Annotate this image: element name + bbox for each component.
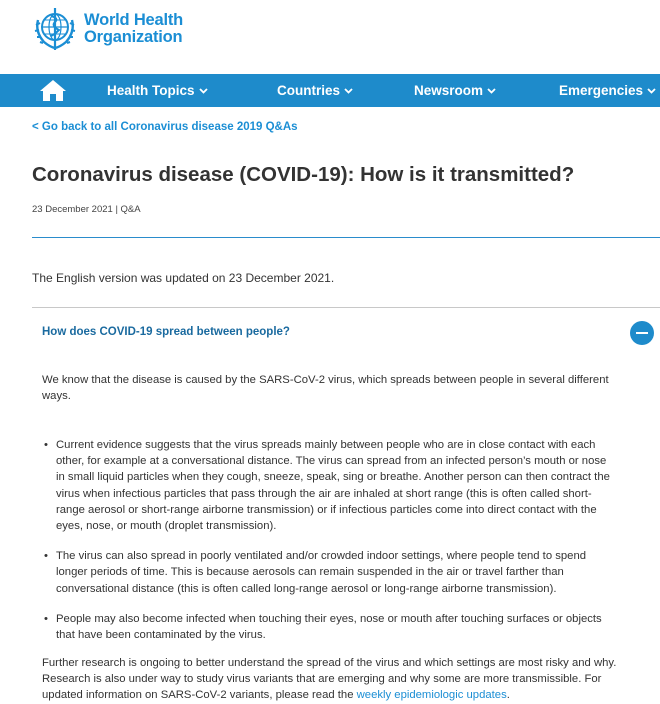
chevron-down-icon (344, 88, 353, 94)
further-research-end: . (506, 689, 510, 702)
further-research-text: Further research is ongoing to better understand the spread of the virus and which settings are most risky and why. Research is also under way to study virus variants that are emerging and why some are more transmissible. For updated information on SARS-CoV-2 variants, please read the (42, 657, 617, 702)
accordion-divider (32, 307, 660, 308)
publish-meta: 23 December 2021 | Q&A (32, 204, 141, 215)
who-wordmark (84, 12, 183, 46)
chevron-down-icon (199, 88, 208, 94)
main-nav (0, 74, 660, 107)
nav-countries[interactable] (277, 74, 353, 107)
nav-emergencies[interactable] (559, 74, 656, 107)
wordmark-line-1: World Health (84, 11, 184, 29)
accordion-question[interactable]: How does COVID-19 spread between people? (42, 326, 290, 338)
answer-intro: We know that the disease is caused by the SARS-CoV-2 virus, which spreads between people in several different ways. (42, 374, 609, 403)
chevron-down-icon (647, 88, 656, 94)
home-icon[interactable] (38, 78, 68, 103)
nav-emergencies-label: Emergencies (559, 83, 644, 98)
nav-health-topics[interactable] (107, 74, 208, 107)
page-title: Coronavirus disease (COVID-19): How is it transmitted? (32, 163, 575, 186)
update-note: The English version was updated on 23 December 2021. (32, 271, 335, 285)
title-divider (32, 237, 660, 238)
list-item: • The virus can also spread in poorly ventilated and/or crowded indoor settings, where people tend to spend longer periods of time. This is because aerosols can remain suspended in the air or travel farther than conversational distance (this is often called long-range aerosol or long-range airborne transmission). (42, 548, 617, 597)
answer-bullet-list (42, 437, 617, 657)
list-item: • Current evidence suggests that the virus spreads mainly between people who are in close contact with each other, for example at a conversational distance. The virus can spread from an infected person’s mouth or nose in small liquid particles when they cough, sneeze, speak, sing or breathe. Another person can then contract the virus when infectious particles that pass through the air are inhaled at short range (this is often called short-range aerosol or short-range airborne transmission) or if infectious particles come into direct contact with the eyes, nose, or mouth (droplet transmission). (42, 437, 617, 534)
further-research-paragraph (42, 655, 617, 704)
wordmark-line-2: Organization (84, 28, 183, 46)
nav-newsroom[interactable] (414, 74, 496, 107)
who-logo[interactable] (32, 6, 183, 52)
weekly-epidemiologic-updates-link[interactable]: weekly epidemiologic updates (356, 689, 507, 702)
back-to-qas-link[interactable]: < Go back to all Coronavirus disease 2019 Q&As (32, 121, 298, 133)
nav-countries-label: Countries (277, 83, 341, 98)
list-item: • People may also become infected when touching their eyes, nose or mouth after touching surfaces or objects that have been contaminated by the virus. (42, 611, 617, 643)
nav-health-topics-label: Health Topics (107, 83, 195, 98)
nav-newsroom-label: Newsroom (414, 83, 484, 98)
who-emblem-icon (32, 6, 78, 52)
site-header (0, 0, 660, 74)
collapse-minus-icon[interactable] (630, 321, 654, 345)
chevron-down-icon (487, 88, 496, 94)
